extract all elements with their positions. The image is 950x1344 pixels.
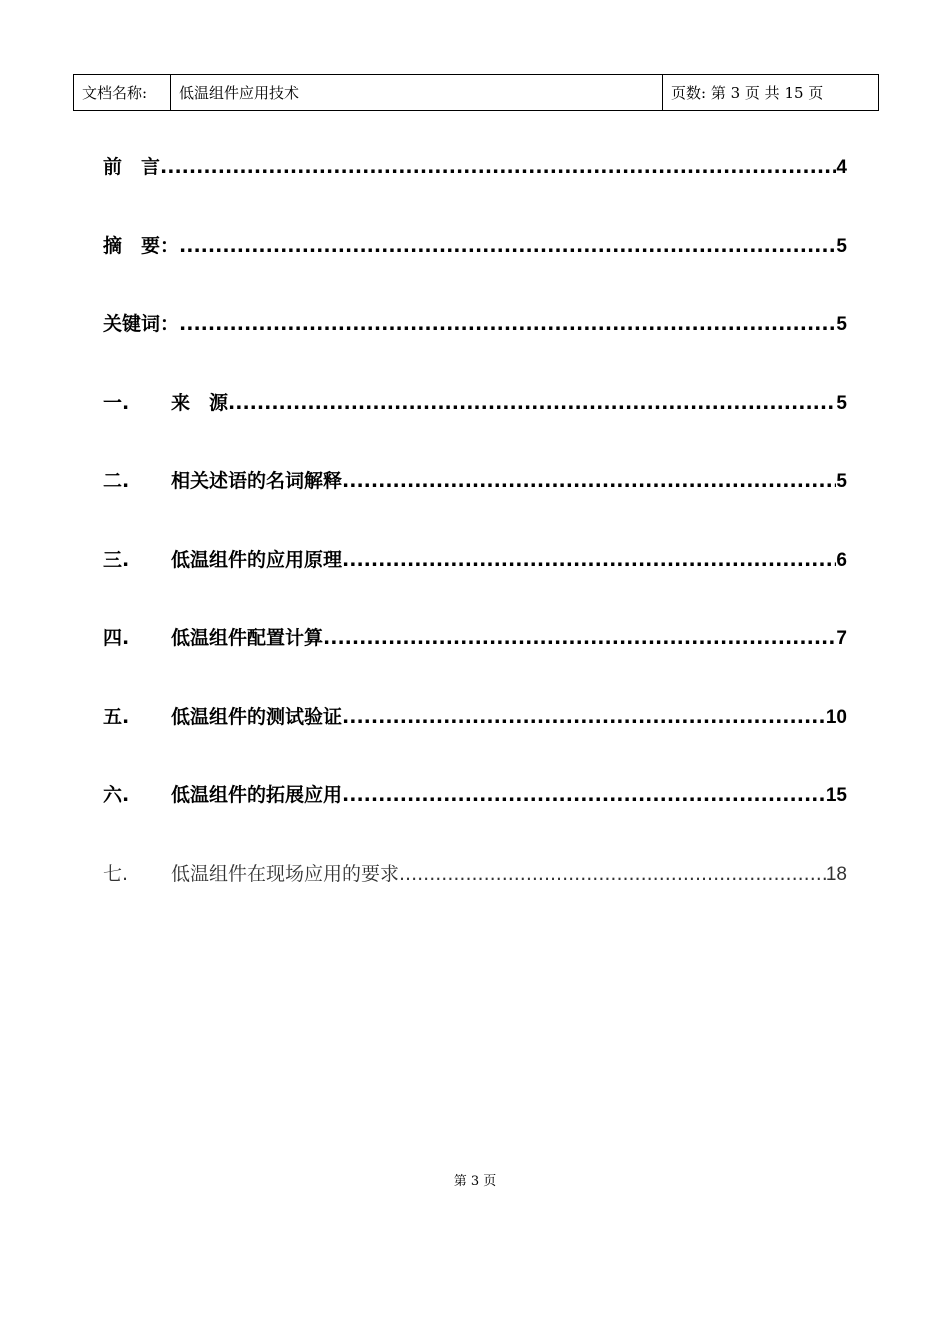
- toc-entry-number: 二.: [103, 470, 130, 492]
- doc-name-label: 文档名称:: [74, 75, 171, 111]
- toc-entry-title: 前 言: [103, 156, 161, 178]
- page-count-info: 页数: 第 3 页 共 15 页: [663, 75, 879, 111]
- toc-entry-title: 来 源: [171, 392, 229, 414]
- toc-leader-dots: [179, 313, 836, 335]
- toc-entry-number: 七.: [103, 863, 129, 885]
- toc-leader-dots: [342, 706, 826, 728]
- toc-entry-number: 一.: [103, 392, 130, 414]
- doc-name-value: 低温组件应用技术: [171, 75, 663, 111]
- toc-entry[interactable]: [103, 859, 847, 887]
- toc-leader-dots: [399, 863, 826, 885]
- toc-entry[interactable]: [103, 780, 847, 808]
- toc-entry-page: 7: [836, 628, 847, 649]
- toc-leader-dots: [342, 784, 826, 806]
- toc-entry-page: 6: [836, 550, 847, 571]
- toc-entry[interactable]: [103, 152, 847, 180]
- toc-entry[interactable]: [103, 545, 847, 573]
- toc-leader-dots: [342, 470, 836, 492]
- toc-entry-title: 摘 要：: [103, 235, 180, 257]
- toc-entry-title: 低温组件在现场应用的要求: [171, 863, 400, 885]
- toc-entry[interactable]: [103, 231, 847, 259]
- toc-leader-dots: [160, 156, 836, 178]
- toc-entry-number: 四.: [103, 627, 130, 649]
- toc-entry-number: 三.: [103, 549, 130, 571]
- toc-entry-number: 六.: [103, 784, 130, 806]
- toc-leader-dots: [342, 549, 836, 571]
- toc-entry[interactable]: [103, 309, 847, 337]
- toc-leader-dots: [323, 627, 836, 649]
- page-footer: [0, 1170, 950, 1189]
- toc-entry-title: 相关述语的名词解释: [171, 470, 343, 492]
- document-header: [73, 74, 879, 111]
- toc-entry-page: 4: [836, 157, 847, 178]
- toc-entry[interactable]: [103, 466, 847, 494]
- toc-entry-page: 10: [825, 707, 847, 728]
- toc-entry-title: 低温组件的测试验证: [171, 706, 343, 728]
- toc-entry-number: 五.: [103, 706, 130, 728]
- toc-entry[interactable]: [103, 623, 847, 651]
- toc-leader-dots: [179, 235, 836, 257]
- toc-leader-dots: [228, 392, 836, 414]
- toc-entry[interactable]: [103, 388, 847, 416]
- toc-entry-title: 低温组件的应用原理: [171, 549, 343, 571]
- toc-entry-page: 5: [836, 471, 847, 492]
- toc-entry-page: 5: [836, 314, 847, 335]
- toc-entry-page: 15: [825, 785, 847, 806]
- toc-entry-title: 低温组件的拓展应用: [171, 784, 343, 806]
- toc-entry-title: 低温组件配置计算: [171, 627, 324, 649]
- toc-entry-page: 18: [825, 864, 847, 885]
- footer-page-number: 第 3 页: [453, 1174, 497, 1189]
- toc-entry[interactable]: [103, 702, 847, 730]
- toc-entry-title: 关键词：: [103, 313, 180, 335]
- toc-entry-page: 5: [836, 393, 847, 414]
- toc-entry-page: 5: [836, 236, 847, 257]
